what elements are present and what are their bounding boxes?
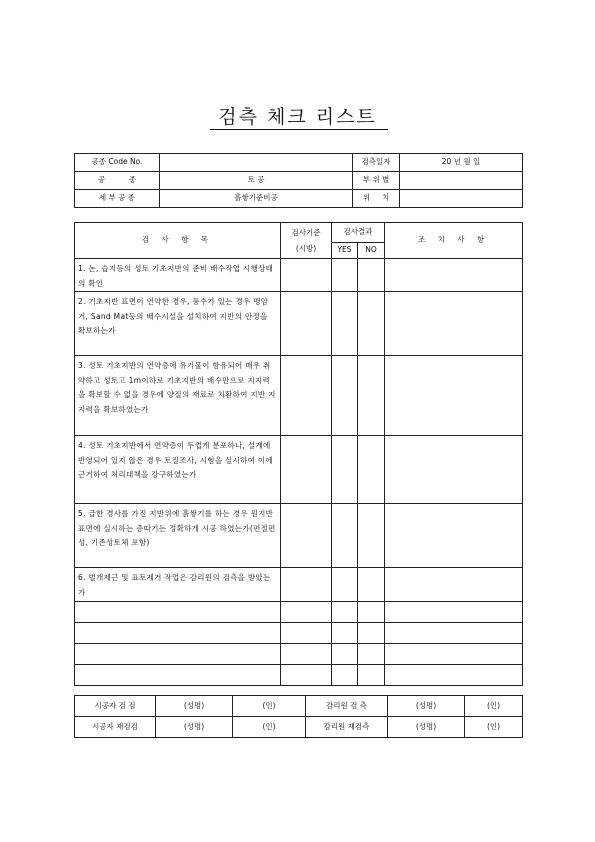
header-no: NO — [358, 243, 385, 259]
checklist-item-text — [75, 644, 281, 665]
criteria-cell[interactable] — [281, 644, 332, 665]
contractor-reinspection-seal[interactable]: (인) — [233, 717, 306, 738]
criteria-cell[interactable] — [281, 623, 332, 644]
checklist-row — [75, 356, 523, 436]
supervisor-reinspection-name[interactable]: (성명) — [388, 717, 465, 738]
title-underline — [210, 129, 388, 130]
location-value[interactable] — [400, 190, 523, 208]
action-cell[interactable] — [385, 602, 523, 623]
checklist-table — [74, 222, 523, 686]
no-cell[interactable] — [358, 644, 385, 665]
action-cell[interactable] — [385, 356, 523, 436]
sub-work-value[interactable]: 흙쌓기준비공 — [160, 190, 353, 208]
contractor-reinspection-label: 시공자 재검검 — [75, 717, 156, 738]
action-cell[interactable] — [385, 436, 523, 504]
checklist-row — [75, 644, 523, 665]
part-label: 부 위 별 — [353, 172, 400, 190]
criteria-cell[interactable] — [281, 292, 332, 356]
code-label: 공종 Code No. — [75, 154, 160, 172]
location-label: 위 치 — [353, 190, 400, 208]
supervisor-inspection-name[interactable]: (성명) — [388, 696, 465, 717]
checklist-row — [75, 292, 523, 356]
no-cell[interactable] — [358, 665, 385, 686]
header-criteria — [281, 223, 332, 259]
header-yes: YES — [332, 243, 358, 259]
checklist-row — [75, 623, 523, 644]
criteria-cell[interactable] — [281, 602, 332, 623]
criteria-cell[interactable] — [281, 665, 332, 686]
date-label: 검측일자 — [353, 154, 400, 172]
contractor-inspection-seal[interactable]: (인) — [233, 696, 306, 717]
yes-cell[interactable] — [332, 644, 358, 665]
no-cell[interactable] — [358, 292, 385, 356]
checklist-item-text: 4. 성토 기초지반에서 연약층이 두껍게 분포하나, 설계에 반영되어 있지 않은 경우 토질조사, 시험을 실시하여 이에 근거하여 처리대책을 강구하였는가 — [75, 436, 281, 504]
checklist-item-text: 3. 성토 기초지반의 연약층에 유기물이 함유되어 매우 취약하고 성토고 1m이하로 기초지반의 배수만으로 지지력을 확보할 수 없을 경우에 양질의 재료로 치환하여 지반 지지력을 확보하였는가 — [75, 356, 281, 436]
no-cell[interactable] — [358, 623, 385, 644]
signature-table — [74, 695, 523, 738]
supervisor-reinspection-seal[interactable]: (인) — [465, 717, 523, 738]
yes-cell[interactable] — [332, 665, 358, 686]
header-criteria-line2: (시방) — [295, 243, 317, 253]
criteria-cell[interactable] — [281, 356, 332, 436]
action-cell[interactable] — [385, 568, 523, 602]
code-value[interactable] — [160, 154, 353, 172]
contractor-inspection-label: 시공자 검 검 — [75, 696, 156, 717]
checklist-item-text: 1. 논, 습지등의 성토 기초지반의 준비 배수작업 시행상태의 확인 — [75, 259, 281, 292]
action-cell[interactable] — [385, 644, 523, 665]
checklist-row — [75, 436, 523, 504]
action-cell[interactable] — [385, 665, 523, 686]
checklist-item-text — [75, 623, 281, 644]
checklist-item-text: 2. 기초지반 표면이 연약한 경우, 풍수가 있는 경우 맹암거, Sand Mat등의 배수시설을 설치하여 지반의 안정을 확보하는가 — [75, 292, 281, 356]
supervisor-reinspection-label: 감리원 재검측 — [306, 717, 388, 738]
yes-cell[interactable] — [332, 504, 358, 568]
yes-cell[interactable] — [332, 356, 358, 436]
criteria-cell[interactable] — [281, 436, 332, 504]
criteria-cell[interactable] — [281, 568, 332, 602]
checklist-row — [75, 602, 523, 623]
action-cell[interactable] — [385, 623, 523, 644]
yes-cell[interactable] — [332, 602, 358, 623]
date-value[interactable]: 20 년 월 일 — [400, 154, 523, 172]
part-value[interactable] — [400, 172, 523, 190]
checklist-row — [75, 259, 523, 292]
info-table — [74, 153, 523, 208]
supervisor-inspection-label: 감리원 검 측 — [306, 696, 388, 717]
page-title: 검측 체크 리스트 — [218, 106, 377, 128]
checklist-row — [75, 665, 523, 686]
checklist-item-text: 5. 급한 경사를 가진 지반위에 흙쌓기를 하는 경우 원지반 표면에 실시하는 층따기는 정확하게 시공 하였는가(편절편성, 기존성토체 포함) — [75, 504, 281, 568]
no-cell[interactable] — [358, 568, 385, 602]
header-check-item: 검 사 항 목 — [75, 223, 281, 259]
sub-work-label: 세 부 공 종 — [75, 190, 160, 208]
criteria-cell[interactable] — [281, 504, 332, 568]
action-cell[interactable] — [385, 504, 523, 568]
checklist-row — [75, 568, 523, 602]
yes-cell[interactable] — [332, 292, 358, 356]
criteria-cell[interactable] — [281, 259, 332, 292]
work-label: 공 종 — [75, 172, 160, 190]
checklist-item-text — [75, 602, 281, 623]
checklist-item-text — [75, 665, 281, 686]
header-result: 검사결과 — [332, 223, 385, 243]
no-cell[interactable] — [358, 356, 385, 436]
no-cell[interactable] — [358, 436, 385, 504]
supervisor-inspection-seal[interactable]: (인) — [465, 696, 523, 717]
no-cell[interactable] — [358, 259, 385, 292]
yes-cell[interactable] — [332, 623, 358, 644]
yes-cell[interactable] — [332, 568, 358, 602]
contractor-reinspection-name[interactable]: (성명) — [156, 717, 233, 738]
header-criteria-line1: 검사기준 — [291, 227, 321, 237]
no-cell[interactable] — [358, 504, 385, 568]
yes-cell[interactable] — [332, 436, 358, 504]
contractor-inspection-name[interactable]: (성명) — [156, 696, 233, 717]
checklist-row — [75, 504, 523, 568]
yes-cell[interactable] — [332, 259, 358, 292]
action-cell[interactable] — [385, 292, 523, 356]
no-cell[interactable] — [358, 602, 385, 623]
header-action: 조 치 사 항 — [385, 223, 523, 259]
action-cell[interactable] — [385, 259, 523, 292]
work-value[interactable]: 토 공 — [160, 172, 353, 190]
checklist-item-text: 6. 벌개제근 및 표토제거 작업은 감리원의 검측을 받았는가 — [75, 568, 281, 602]
